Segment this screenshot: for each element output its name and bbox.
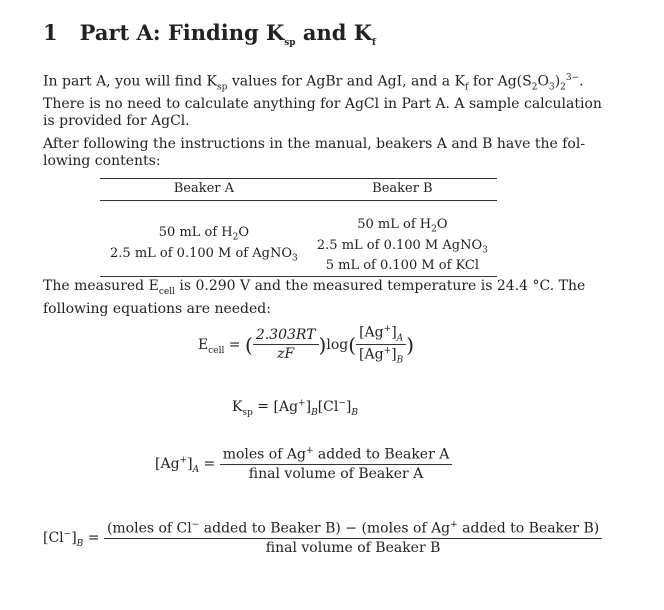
ecell-equation: $E_{cell}$ = ( $\frac{2.303RT}{zF}$ )log( $\frac{[Ag^+]_A}{[Ag^+]_B}$ ): [198, 324, 415, 366]
beaker-b-contents: [308, 201, 497, 277]
intro-line-2: There is no need to calculate anything for AgCl in Part A. A sample calculation: [43, 96, 602, 113]
ecell-numerator: 2.303RT: [253, 327, 319, 345]
beaker-b-silver-nitrate: 2.5 mL of 0.100 M AgNO$_3$: [316, 237, 488, 256]
cl-b-denominator: final volume of Beaker B: [265, 539, 441, 556]
ag-a-denominator: final volume of Beaker A: [248, 465, 424, 482]
ecell-fraction: [253, 327, 319, 362]
header-beaker-a: Beaker A: [100, 179, 308, 201]
cl-b-equation: $[Cl^-]_B$ = (moles of Cl− added to Beaker B) − (moles of Ag+ added to Beaker B) final volume of Beaker B: [43, 520, 602, 556]
beaker-a-water: 50 mL of $H_2O$: [158, 224, 250, 243]
section-number: 1: [43, 20, 58, 45]
ag-a-lhs: $[Ag^+]_A$: [155, 455, 200, 475]
ag-a-fraction: [220, 446, 453, 482]
ag-a-equation: $[Ag^+]_A$ = $\frac{moles of Ag^+ added to Beaker A}{\text{final volume of Beaker A}}$: [155, 446, 452, 482]
ksp-equation: $K_{sp} = [Ag^+]_B[Cl^-]_B$: [232, 398, 358, 418]
cl-b-numerator: (moles of Cl− added to Beaker B) − (moles of Ag+ added to Beaker B): [104, 520, 602, 539]
measurement-line-1: The measured $E_{cell}$ is 0.290 V and the measured temperature is 24.4 °C. The: [43, 278, 586, 297]
procedure-line-1: After following the instructions in the manual, beakers A and B have the fol-: [43, 136, 586, 152]
ksp-lhs: $K_{sp}$: [232, 398, 253, 418]
measurement-line-2: following equations are needed:: [43, 300, 271, 317]
header-beaker-b: Beaker B: [308, 179, 497, 201]
beaker-a-silver-nitrate: 2.5 mL of 0.100 M of AgNO$_3$: [110, 245, 298, 264]
procedure-paragraph: [43, 136, 623, 170]
intro-line-1: In part A, you will find $K_{sp}$ values for AgBr and AgI, and a $K_f$ for $Ag(S_2O_3)_2^{3-}$.: [43, 73, 584, 93]
cl-b-fraction: [104, 520, 602, 556]
ecell-denominator: zF: [277, 346, 295, 363]
beaker-b-kcl: 5 mL of 0.100 M of KCl: [325, 258, 480, 274]
measurement-paragraph: [43, 278, 623, 318]
intro-paragraph: [43, 70, 623, 130]
beaker-a-contents: [100, 201, 308, 277]
beaker-b-water: 50 mL of $H_2O$: [357, 216, 448, 235]
ecell-log-fraction: $\frac{[Ag^+]_A}{[Ag^+]_B}$: [356, 324, 406, 366]
section-heading: [43, 20, 376, 48]
ecell-lhs: $E_{cell}$: [198, 336, 225, 356]
intro-line-3: is provided for AgCl.: [43, 113, 190, 130]
section-title: Part A: Finding $K_{sp}$ and $K_f$: [79, 20, 376, 49]
ag-a-numerator: moles of Ag+ added to Beaker A: [220, 446, 453, 465]
ksp-rhs: $[Ag^+]_B[Cl^-]_B$: [273, 398, 358, 418]
procedure-line-2: lowing contents:: [43, 153, 161, 169]
beaker-contents-table: [100, 178, 497, 277]
cl-b-lhs: $[Cl^-]_B$: [43, 529, 84, 549]
